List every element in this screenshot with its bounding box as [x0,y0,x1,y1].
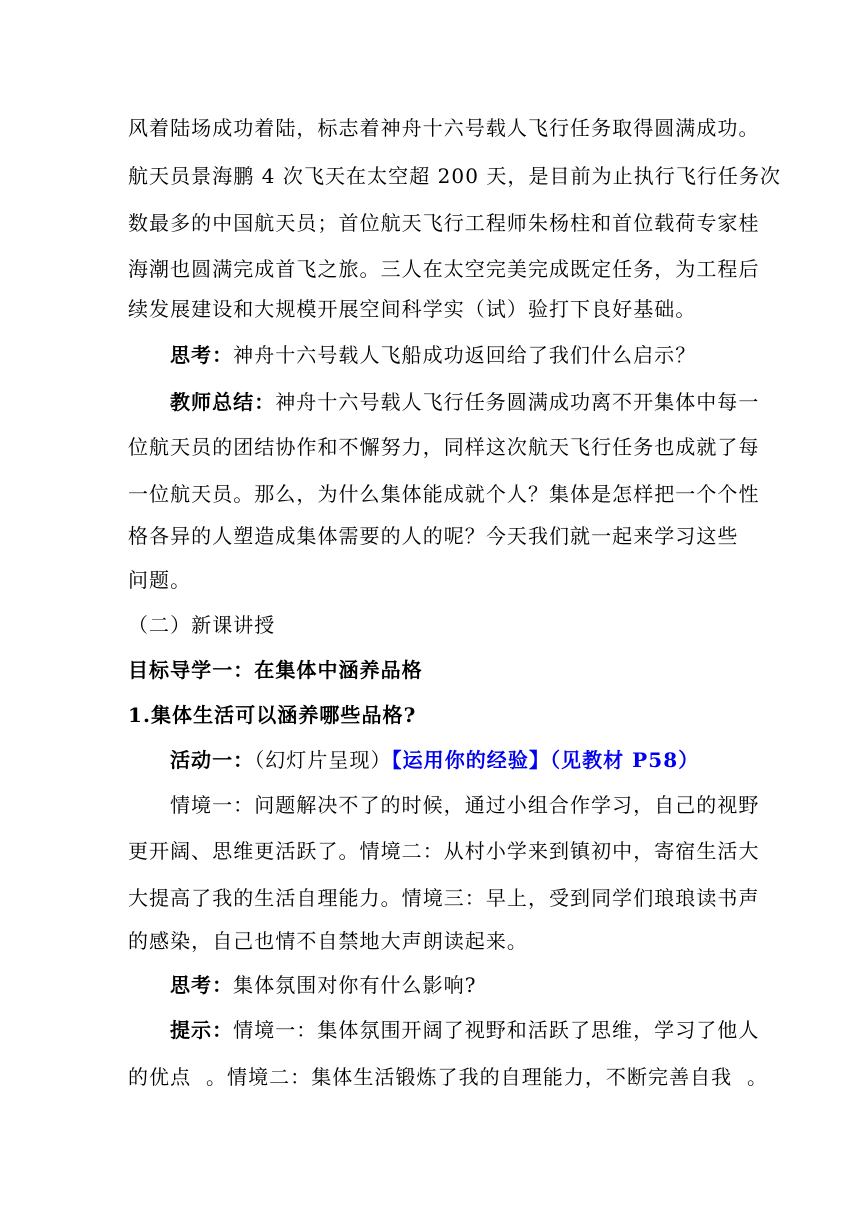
paragraph-line: 位航天员的团结协作和不懈努力，同样这次航天飞行任务也成就了每 [128,435,760,459]
teacher-summary-text: 神舟十六号载人飞行任务圆满成功离不开集体中每一 [275,390,760,414]
think-text: 集体氛围对你有什么影响? [233,973,477,997]
activity-label: 活动一： [170,748,255,772]
paragraph-line: 大提高了我的生活自理能力。情境三：早上，受到同学们琅琅读书声 [128,886,760,910]
question-heading: 1.集体生活可以涵养哪些品格? [128,703,417,727]
activity-reference: （见教材 P58） [549,748,700,772]
paragraph-line: 问题。 [128,568,192,592]
think-question [170,971,860,999]
paragraph-line: 海潮也圆满完成首飞之旅。三人在太空完美完成既定任务，为工程后 [128,257,760,281]
teacher-summary-label: 教师总结： [170,390,276,414]
activity-highlight: 【运用你的经验】 [391,748,550,772]
paragraph-line: 情境一：问题解决不了的时候，通过小组合作学习，自己的视野 [170,793,760,817]
paragraph-line: 格各异的人塑造成集体需要的人的呢？今天我们就一起来学习这些 [128,524,739,548]
paragraph-line: 的优点 。情境二：集体生活锻炼了我的自理能力，不断完善自我 。 [128,1065,769,1089]
activity-line [170,746,860,774]
goal-heading: 目标导学一：在集体中涵养品格 [128,658,423,682]
paragraph-line: 航天员景海鹏 4 次飞天在太空超 200 天，是目前为止执行飞行任务次 [128,164,782,188]
hint-text: 情境一：集体氛围开阔了视野和活跃了思维，学习了他人 [233,1018,760,1042]
hint-label: 提示： [170,1018,234,1042]
paragraph-line: 数最多的中国航天员；首位航天飞行工程师朱杨柱和首位载荷专家桂 [128,211,760,235]
paragraph-line: 的感染，自己也情不自禁地大声朗读起来。 [128,929,528,953]
section-heading: （二）新课讲授 [128,613,276,637]
think-label: 思考： [170,343,234,367]
hint-line [170,1016,860,1044]
paragraph-line: 更开阔、思维更活跃了。情境二：从村小学来到镇初中，寄宿生活大 [128,839,760,863]
teacher-summary-line [170,388,860,416]
think-question [170,341,860,369]
think-label: 思考： [170,973,234,997]
paragraph-line: 风着陆场成功着陆，标志着神舟十六号载人飞行任务取得圆满成功。 [128,116,760,140]
paragraph-line: 续发展建设和大规模开展空间科学实（试）验打下良好基础。 [128,297,697,321]
think-text: 神舟十六号载人飞船成功返回给了我们什么启示？ [233,343,697,367]
activity-plain: （幻灯片呈现） [254,748,392,772]
paragraph-line: 一位航天员。那么，为什么集体能成就个人？集体是怎样把一个个性 [128,482,760,506]
